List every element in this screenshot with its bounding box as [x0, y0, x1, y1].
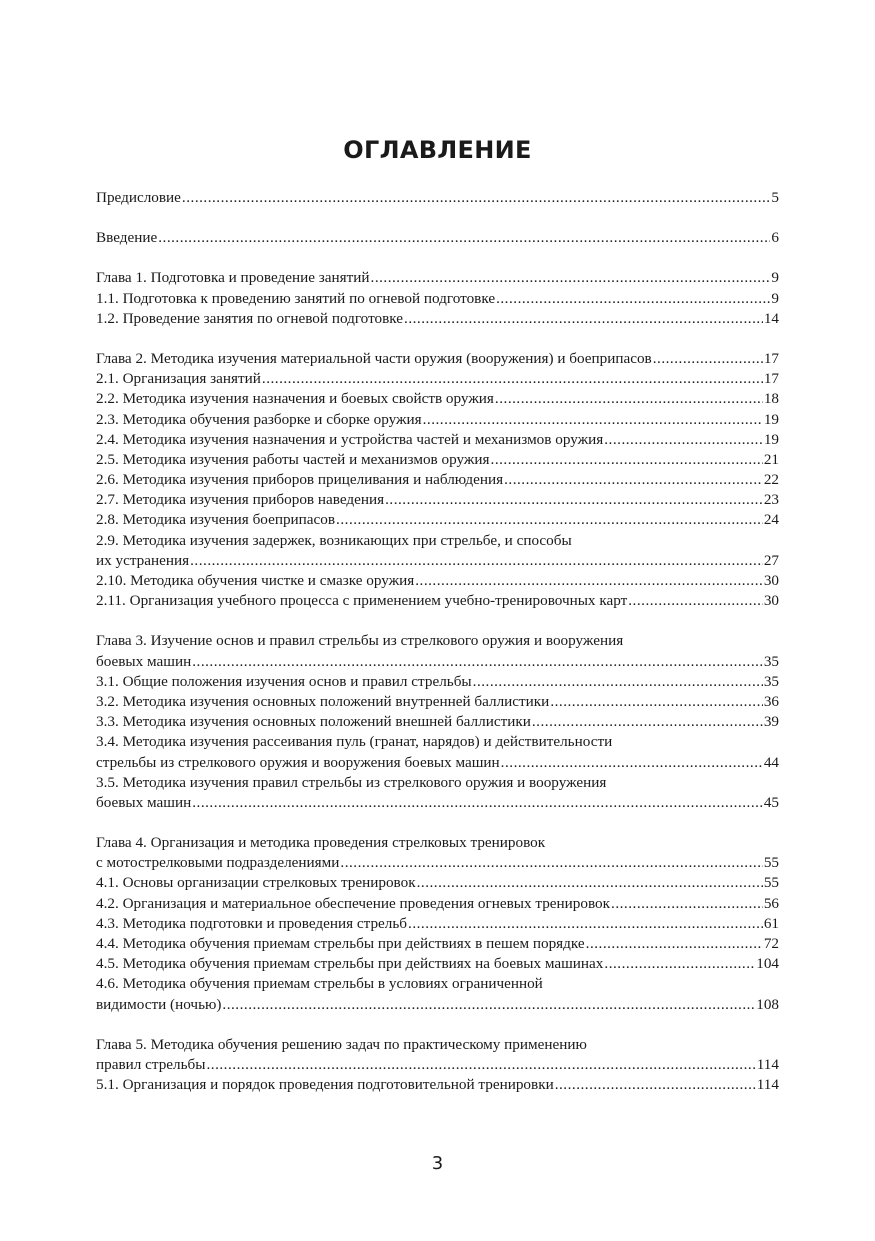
- toc-entry-line: [96, 551, 779, 571]
- toc-entry-page: 35: [763, 652, 779, 670]
- toc-entry: [96, 309, 779, 329]
- toc-entry-title-line: 2.9. Методика изучения задержек, возникающих при стрельбе, и способы: [96, 531, 572, 549]
- dot-leader: [190, 551, 763, 571]
- toc-entry-page: 30: [763, 592, 779, 610]
- toc-entry: [96, 894, 779, 914]
- dot-leader: [495, 389, 763, 409]
- toc-entry-title: Предисловие: [96, 189, 181, 206]
- toc-entry-line: [96, 934, 779, 954]
- toc-entry: [96, 289, 779, 309]
- toc-entry-line: [96, 389, 779, 409]
- toc-entry-title: с мотострелковыми подразделениями: [96, 854, 340, 872]
- toc-entry-title: 2.3. Методика обучения разборке и сборке оружия: [96, 410, 422, 428]
- dot-leader: [206, 1055, 755, 1075]
- dot-leader: [501, 753, 763, 773]
- toc-entry: [96, 430, 779, 450]
- dot-leader: [604, 430, 763, 450]
- toc-entry-title: стрельбы из стрелкового оружия и вооружения боевых машин: [96, 753, 500, 771]
- toc-entry: [96, 672, 779, 692]
- toc-entry-title: их устранения: [96, 551, 190, 569]
- dot-leader: [586, 934, 763, 954]
- dot-leader: [192, 793, 763, 813]
- toc-entry-title: 4.3. Методика подготовки и проведения стрельб: [96, 914, 408, 932]
- toc-entry-title-line: 3.5. Методика изучения правил стрельбы из стрелкового оружия и вооружения: [96, 773, 607, 791]
- dot-leader: [408, 914, 763, 934]
- toc-entry-page: 56: [763, 894, 779, 912]
- toc-entry: [96, 1075, 779, 1095]
- dot-leader: [158, 228, 770, 248]
- dot-leader: [262, 369, 763, 389]
- dot-leader: [371, 268, 771, 288]
- dot-leader: [423, 410, 763, 430]
- toc-entry: [96, 389, 779, 409]
- toc-entry: [96, 369, 779, 389]
- table-of-contents: [96, 188, 779, 1095]
- toc-entry-title: 3.1. Общие положения изучения основ и правил стрельбы: [96, 672, 472, 690]
- toc-entry: [96, 591, 779, 611]
- dot-leader: [611, 894, 763, 914]
- toc-entry-page: 36: [763, 692, 779, 710]
- toc-entry-title: видимости (ночью): [96, 995, 222, 1013]
- toc-entry-line: [96, 510, 779, 530]
- toc-entry-title: 2.6. Методика изучения приборов прицеливания и наблюдения: [96, 471, 504, 489]
- toc-entry: [96, 873, 779, 893]
- toc-entry-page: 24: [763, 511, 779, 529]
- toc-entry-page: 9: [771, 289, 779, 307]
- toc-entry-title-line: 3.4. Методика изучения рассеивания пуль (гранат, нарядов) и действительности: [96, 733, 613, 751]
- toc-entry-title: 3.2. Методика изучения основных положений внутренней баллистики: [96, 692, 550, 710]
- toc-entry-title: 4.4. Методика обучения приемам стрельбы при действиях в пешем порядке: [96, 935, 585, 952]
- toc-entry-title: Глава 2. Методика изучения материальной части оружия (вооружения) и боеприпасов: [96, 349, 652, 367]
- toc-entry: [96, 470, 779, 490]
- dot-leader: [555, 1075, 756, 1095]
- toc-entry-line: [96, 410, 779, 430]
- toc-entry-line: [96, 894, 779, 914]
- toc-entry-title: Введение: [96, 229, 158, 247]
- toc-entry-line: [96, 591, 779, 611]
- toc-entry-page: 55: [763, 874, 779, 892]
- dot-leader: [182, 188, 770, 208]
- toc-entry: [96, 631, 779, 671]
- dot-leader: [550, 692, 763, 712]
- toc-entry-title: правил стрельбы: [96, 1055, 206, 1073]
- toc-entry-line: [96, 853, 779, 873]
- toc-entry-page: 22: [763, 471, 779, 489]
- toc-entry-page: 18: [763, 390, 779, 408]
- dot-leader: [504, 470, 763, 490]
- toc-entry-line: [96, 349, 779, 369]
- toc-entry-title: 2.7. Методика изучения приборов наведения: [96, 491, 385, 509]
- toc-entry-title: боевых машин: [96, 652, 192, 670]
- toc-entry: [96, 692, 779, 712]
- dot-leader: [653, 349, 763, 369]
- toc-entry-page: 27: [763, 551, 779, 569]
- toc-entry-page: 55: [763, 854, 779, 872]
- toc-entry-page: 5: [771, 189, 779, 206]
- dot-leader: [336, 510, 763, 530]
- toc-entry-page: 17: [763, 370, 779, 388]
- dot-leader: [491, 450, 763, 470]
- toc-entry-line: [96, 1075, 779, 1095]
- dot-leader: [415, 571, 763, 591]
- toc-entry-page: 72: [763, 935, 779, 952]
- toc-entry-title: 2.8. Методика изучения боеприпасов: [96, 511, 336, 529]
- toc-entry-line: [96, 470, 779, 490]
- page-number: 3: [431, 1153, 444, 1174]
- toc-entry: [96, 1035, 779, 1075]
- toc-entry: [96, 531, 779, 571]
- toc-entry-page: 44: [763, 753, 779, 771]
- toc-entry: [96, 833, 779, 873]
- toc-entry-line: [96, 369, 779, 389]
- dot-leader: [222, 995, 755, 1015]
- toc-entry-title-line: Глава 4. Организация и методика проведения стрелковых тренировок: [96, 834, 546, 852]
- toc-entry: [96, 934, 779, 954]
- dot-leader: [628, 591, 763, 611]
- toc-entry-line: [96, 954, 779, 974]
- toc-entry-page: 114: [756, 1076, 779, 1094]
- toc-entry-title: 4.2. Организация и материальное обеспечение проведения огневых тренировок: [96, 894, 611, 912]
- toc-entry-title: 5.1. Организация и порядок проведения подготовительной тренировки: [96, 1076, 554, 1094]
- dot-leader: [496, 289, 770, 309]
- toc-entry-page: 30: [763, 572, 779, 589]
- toc-entry-line: [96, 914, 779, 934]
- toc-entry-line: [96, 995, 779, 1015]
- toc-entry-title: 4.1. Основы организации стрелковых тренировок: [96, 874, 416, 892]
- toc-entry-title: Глава 1. Подготовка и проведение занятий: [96, 269, 370, 287]
- toc-entry-page: 6: [771, 229, 779, 247]
- toc-entry-line: [96, 753, 779, 773]
- toc-entry-page: 61: [763, 914, 779, 932]
- dot-leader: [417, 873, 763, 893]
- toc-entry-title: 2.10. Методика обучения чистке и смазке оружия: [96, 572, 415, 589]
- dot-leader: [473, 672, 763, 692]
- toc-entry: [96, 188, 779, 208]
- toc-entry-line: [96, 1055, 779, 1075]
- toc-entry-page: 21: [763, 450, 779, 468]
- toc-entry-line: [96, 692, 779, 712]
- toc-entry-title: 3.3. Методика изучения основных положений внешней баллистики: [96, 713, 531, 731]
- dot-leader: [532, 712, 763, 732]
- toc-entry-title-line: Глава 5. Методика обучения решению задач по практическому применению: [96, 1035, 587, 1053]
- dot-leader: [604, 954, 755, 974]
- toc-entry-page: 35: [763, 672, 779, 690]
- toc-entry: [96, 773, 779, 813]
- toc-entry-page: 108: [756, 995, 779, 1013]
- toc-entry-line: [96, 571, 779, 591]
- toc-entry-title: 1.2. Проведение занятия по огневой подготовке: [96, 309, 404, 327]
- toc-entry-line: [96, 672, 779, 692]
- toc-entry-line: [96, 268, 779, 288]
- toc-entry-page: 104: [756, 955, 779, 973]
- toc-entry-line: [96, 712, 779, 732]
- toc-entry: [96, 712, 779, 732]
- dot-leader: [192, 652, 763, 672]
- dot-leader: [385, 490, 763, 510]
- toc-entry-page: 23: [763, 491, 779, 509]
- toc-entry-line: [96, 430, 779, 450]
- toc-entry-line: [96, 228, 779, 248]
- toc-entry-title: 2.11. Организация учебного процесса с применением учебно-тренировочных карт: [96, 592, 628, 610]
- toc-entry: [96, 571, 779, 591]
- toc-entry-page: 45: [763, 793, 779, 811]
- toc-entry-title-line: Глава 3. Изучение основ и правил стрельбы из стрелкового оружия и вооружения: [96, 632, 624, 650]
- toc-entry: [96, 410, 779, 430]
- toc-entry-page: 17: [763, 349, 779, 367]
- dot-leader: [340, 853, 762, 873]
- toc-entry-line: [96, 289, 779, 309]
- toc-entry-line: [96, 309, 779, 329]
- toc-entry-title: 2.5. Методика изучения работы частей и механизмов оружия: [96, 450, 490, 468]
- toc-entry-title: 2.4. Методика изучения назначения и устройства частей и механизмов оружия: [96, 430, 604, 448]
- toc-entry: [96, 974, 779, 1014]
- toc-entry-line: [96, 450, 779, 470]
- toc-entry: [96, 349, 779, 369]
- toc-entry-line: [96, 490, 779, 510]
- toc-entry-title: боевых машин: [96, 793, 192, 811]
- toc-entry-title: 2.1. Организация занятий: [96, 370, 261, 388]
- toc-entry-page: 9: [771, 269, 779, 287]
- toc-entry-page: 19: [763, 410, 779, 428]
- toc-entry-page: 14: [763, 309, 779, 327]
- toc-entry: [96, 450, 779, 470]
- toc-entry: [96, 510, 779, 530]
- toc-entry-title: 4.5. Методика обучения приемам стрельбы при действиях на боевых машинах: [96, 955, 604, 973]
- toc-entry-page: 114: [756, 1055, 779, 1073]
- page-title: ОГЛАВЛЕНИЕ: [343, 136, 532, 164]
- toc-entry-page: 39: [763, 713, 779, 731]
- toc-entry-page: 19: [763, 430, 779, 448]
- toc-entry: [96, 268, 779, 288]
- toc-entry: [96, 914, 779, 934]
- toc-entry: [96, 490, 779, 510]
- toc-entry-line: [96, 793, 779, 813]
- toc-entry: [96, 732, 779, 772]
- dot-leader: [404, 309, 763, 329]
- toc-entry: [96, 228, 779, 248]
- toc-entry-title-line: 4.6. Методика обучения приемам стрельбы в условиях ограниченной: [96, 975, 543, 993]
- toc-entry-title: 2.2. Методика изучения назначения и боевых свойств оружия: [96, 390, 494, 408]
- toc-entry: [96, 954, 779, 974]
- toc-entry-title: 1.1. Подготовка к проведению занятий по огневой подготовке: [96, 289, 496, 307]
- toc-entry-line: [96, 188, 779, 208]
- toc-entry-line: [96, 652, 779, 672]
- toc-entry-line: [96, 873, 779, 893]
